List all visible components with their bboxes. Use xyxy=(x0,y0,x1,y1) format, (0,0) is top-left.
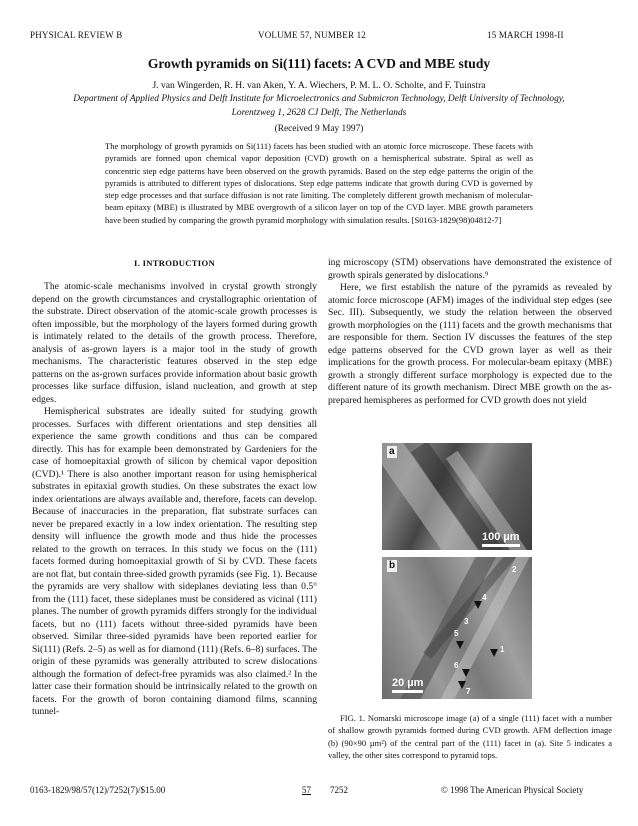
affiliation-line-2: Lorentzweg 1, 2628 CJ Delft, The Netherlands xyxy=(231,108,407,118)
article-title: Growth pyramids on Si(111) facets: A CVD and MBE study xyxy=(147,56,491,71)
arrow-icon xyxy=(474,601,482,609)
site-label: 1 xyxy=(500,645,505,654)
affiliation-line-1: Department of Applied Physics and Delft Institute for Microelectronics and Submicron Technology, Delft University of Technology, xyxy=(73,94,565,104)
left-column xyxy=(32,281,317,719)
author-list: J. van Wingerden, R. H. van Aken, Y. A. Wiechers, P. M. L. O. Scholte, and F. Tuinstra xyxy=(152,80,486,91)
paragraph: ing microscopy (STM) observations have demonstrated the existence of growth spirals generated by dislocations.⁹ xyxy=(328,257,612,281)
section-heading: I. INTRODUCTION xyxy=(134,258,215,268)
arrow-icon xyxy=(458,681,466,689)
footer-code: 0163-1829/98/57(12)/7252(7)/$15.00 xyxy=(30,785,166,795)
paragraph: Hemispherical substrates are ideally suited for studying growth processes. Surfaces with different orientations and step densities all experience the same growth conditions and thus can be compared directly. This has for example been demonstrated by Gardeniers for the case of homoepitaxial growth of silicon by chemical vapor deposition (CVD).¹ There is also another important reason for using hemispherical substrates in epitaxial growth studies. On these substrates the exact low index orientations are always available and, therefore, facets can develop. Because of inaccuracies in the preparation, flat substrate surfaces can never be prepared exactly in a low index orientation. The resulting step density will influence the growth mode and thus hide the processes related to the growth on terraces. In this study we focus on the (111) facets formed during homoepitaxial growth of Si by CVD. These facets are not flat, but contain three-sided growth pyramids (see Fig. 1). Because the pyramids are very shallow with sideplanes deviating less than 0.5° from the (111) facet, these sideplanes must be considered as vicinal (111) planes. The number of growth pyramids differs strongly for the individual facets, but no (111) facets without three-sided pyramids have been observed. Similar three-sided pyramids have been reported earlier for Si(111) (Refs. 2–5) as well as for diamond (111) (Refs. 6–8) surfaces. The origin of these pyramids was generally attributed to screw dislocations although the formation of defect-free pyramids was also claimed.² In the latter case their formation should be intrinsically related to the growth on facets. For the growth of boron containing diamond films, scanning tunnel- xyxy=(32,406,317,717)
figure-caption: FIG. 1. Nomarski microscope image (a) of a single (111) facet with a number of shallow growth pyramids formed during CVD growth. AFM deflection image (b) (90×90 µm²) of the central part of the (111) facet in (a). Site 5 indicates a valley, the other sites correspond to pyramid tops. xyxy=(328,713,612,760)
scale-bar-b xyxy=(392,677,423,693)
paragraph: The atomic-scale mechanisms involved in crystal growth strongly depend on the growth circumstances and crystallographic orientation of the substrate. Direct observation of the atomic-scale growth processes is often impossible, but the morphology of the layers formed during growth is intimately related to the details of the growth process. Therefore, analysis of as-grown layers is a major tool in the study of growth mechanisms. The characteristic features observed in the step edge patterns on the as-grown surfaces provide information about basic growth processes like surface diffusion, island nucleation, and growth at step edges. xyxy=(32,281,317,405)
site-label: 3 xyxy=(464,617,469,626)
scale-bar-a-label: 100 µm xyxy=(482,531,520,543)
figure-panel-b xyxy=(382,557,532,699)
site-label: 6 xyxy=(454,661,459,670)
scale-bar-b-label: 20 µm xyxy=(392,677,424,689)
copyright: © 1998 The American Physical Society xyxy=(441,785,584,795)
panel-a-label: a xyxy=(389,446,395,457)
site-label: 4 xyxy=(482,593,487,602)
abstract: The morphology of growth pyramids on Si(111) facets has been studied with an atomic force microscope. These facets with pyramids are formed upon chemical vapor deposition (CVD) growth on a hemispherical substrate. Spiral as well as concentric step edge patterns have been observed on the growth pyramids. Based on the step edge patterns the origin of the pyramids is attributed to different types of dislocations. Step edge patterns indicate that growth during CVD is governed by step edge processes and that surface diffusion is not rate limiting. The completely different growth mechanism of molecular-beam epitaxy (MBE) is illustrated by MBE overgrowth of a silicon layer on top of the CVD layer. MBE growth parameters have been studied by comparing the growth pyramid morphology with simulation results. [S0163-1829(98)04812-7] xyxy=(105,141,533,225)
arrow-icon xyxy=(456,641,464,649)
journal-name: PHYSICAL REVIEW B xyxy=(30,30,123,40)
site-label: 5 xyxy=(454,629,459,638)
footer-volume: 57 xyxy=(302,785,311,795)
site-label: 2 xyxy=(512,565,517,574)
panel-b-label: b xyxy=(389,560,396,571)
scale-bar-a xyxy=(482,531,520,547)
issue-date: 15 MARCH 1998-II xyxy=(487,30,564,40)
arrow-icon xyxy=(490,649,498,657)
site-label: 7 xyxy=(466,687,471,696)
received-date: (Received 9 May 1997) xyxy=(274,124,364,134)
right-column xyxy=(328,257,612,407)
page-number: 7252 xyxy=(330,785,348,795)
arrow-icon xyxy=(462,669,470,677)
figure-panel-a xyxy=(382,443,532,550)
paragraph: Here, we first establish the nature of the pyramids as revealed by atomic force microscope (AFM) images of the individual step edges (see Sec. III). Subsequently, we study the relation between the observed growth morphologies on the (111) facets and the growth mechanisms that are responsible for them. Section IV discusses the features of the step edge patterns observed for the CVD grown layer as well as their implications for the growth process. For molecular-beam epitaxy (MBE) growth a strongly different surface morphology is expected due to the different nature of its growth mechanism. Direct MBE growth on the as-prepared hemispheres as performed for CVD growth does not yield xyxy=(328,282,612,406)
volume-info: VOLUME 57, NUMBER 12 xyxy=(258,30,367,40)
